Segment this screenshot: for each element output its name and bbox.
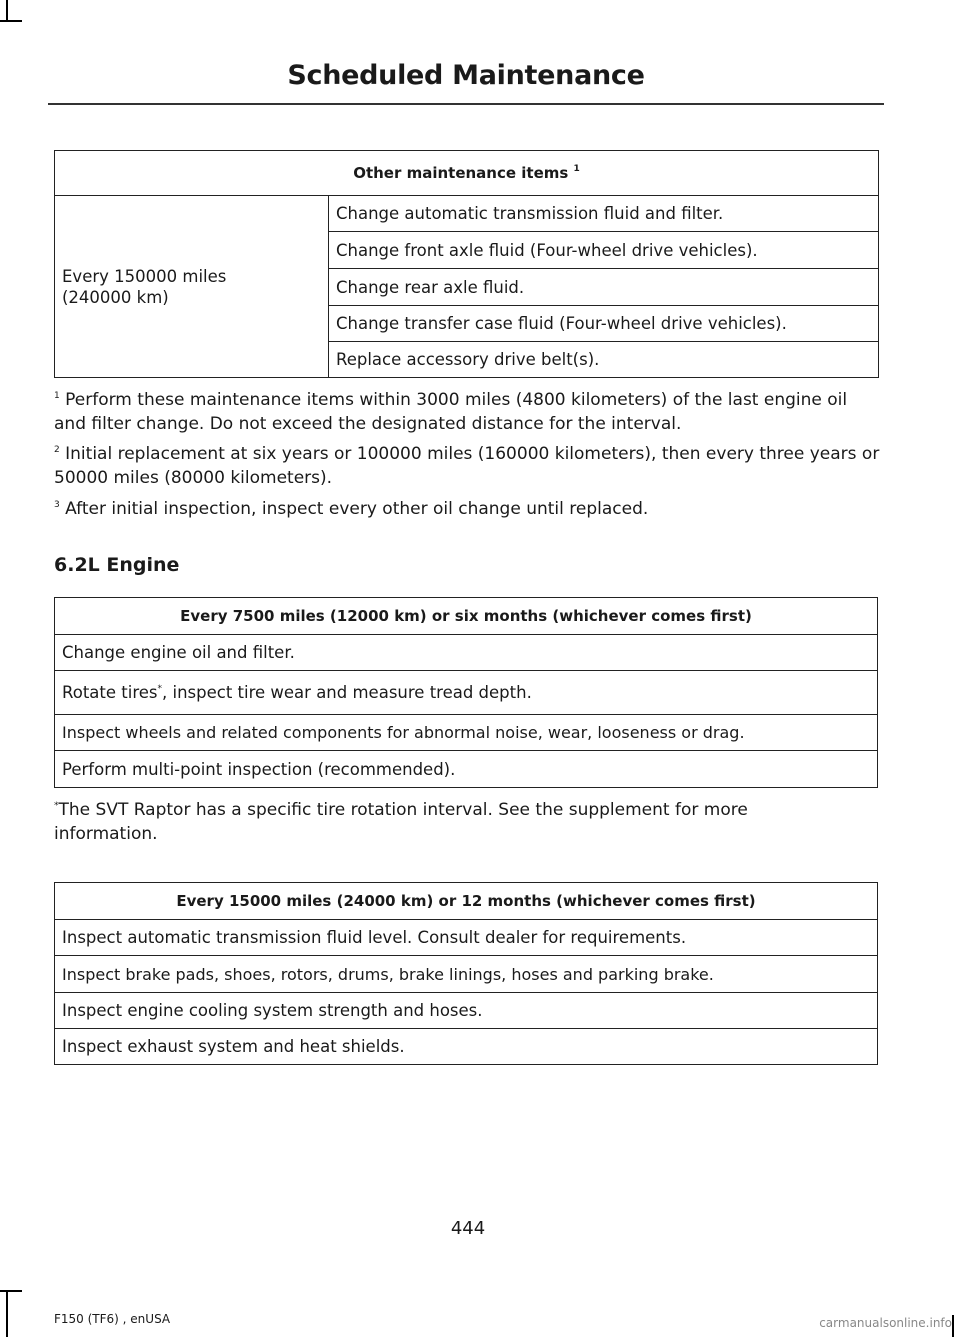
watermark: carmanualsonline.info bbox=[819, 1316, 952, 1330]
table-row: Change rear axle fluid. bbox=[329, 269, 879, 306]
table-row: Inspect automatic transmission fluid level. Consult dealer for requirements. bbox=[55, 920, 878, 956]
table-row: Rotate tires*, inspect tire wear and measure tread depth. bbox=[55, 671, 878, 715]
table-row: Inspect exhaust system and heat shields. bbox=[55, 1029, 878, 1065]
document-id: F150 (TF6) , enUSA bbox=[54, 1312, 171, 1326]
table-row: Change transfer case fluid (Four-wheel drive vehicles). bbox=[329, 306, 879, 342]
footnote-ref: 1 bbox=[573, 164, 580, 174]
asterisk-note: *The SVT Raptor has a specific tire rotation interval. See the supplement for more information. bbox=[54, 800, 748, 844]
table-row: Inspect wheels and related components for abnormal noise, wear, looseness or drag. bbox=[55, 715, 878, 751]
table-row: Change engine oil and filter. bbox=[55, 635, 878, 671]
interval-15000-table bbox=[54, 882, 878, 1065]
table-row: Change automatic transmission fluid and filter. bbox=[329, 196, 879, 232]
other-maintenance-table bbox=[54, 150, 879, 378]
page-number: 444 bbox=[450, 1218, 486, 1239]
table-row: Perform multi-point inspection (recommended). bbox=[55, 751, 878, 788]
page-title: Scheduled Maintenance bbox=[287, 60, 645, 91]
title-divider bbox=[48, 103, 884, 105]
crop-mark-bottom-left-h bbox=[0, 1290, 22, 1292]
table-row: Replace accessory drive belt(s). bbox=[329, 342, 879, 378]
table-row: Change front axle fluid (Four-wheel drive vehicles). bbox=[329, 232, 879, 269]
crop-mark-top-left-h bbox=[0, 20, 22, 22]
crop-mark-top-left-v bbox=[6, 0, 8, 22]
crop-mark-bottom-right-v bbox=[952, 1315, 954, 1337]
table-header: Every 7500 miles (12000 km) or six months (whichever comes first) bbox=[55, 598, 878, 635]
crop-mark-bottom-left-v bbox=[6, 1290, 8, 1337]
footnote-1: $^1$ Perform these maintenance items within 3000 miles (4800 kilometers) of the last engine oil and filter change. Do not exceed the designated distance for the interval. bbox=[54, 390, 848, 434]
section-heading: 6.2L Engine bbox=[54, 554, 180, 576]
table-header: Every 15000 miles (24000 km) or 12 months (whichever comes first) bbox=[55, 883, 878, 920]
interval-cell: Every 150000 miles (240000 km) bbox=[55, 196, 329, 378]
table-header: Other maintenance items $^1$ bbox=[55, 151, 879, 196]
interval-7500-table bbox=[54, 597, 878, 788]
footnote-2: $^2$ Initial replacement at six years or 100000 miles (160000 kilometers), then every three years or 50000 miles (80000 kilometers). bbox=[54, 444, 880, 488]
table-row: Inspect engine cooling system strength and hoses. bbox=[55, 993, 878, 1029]
table-row: Inspect brake pads, shoes, rotors, drums, brake linings, hoses and parking brake. bbox=[55, 956, 878, 993]
asterisk-ref: * bbox=[157, 684, 162, 694]
footnote-3: $^3$ After initial inspection, inspect every other oil change until replaced. bbox=[54, 499, 649, 519]
